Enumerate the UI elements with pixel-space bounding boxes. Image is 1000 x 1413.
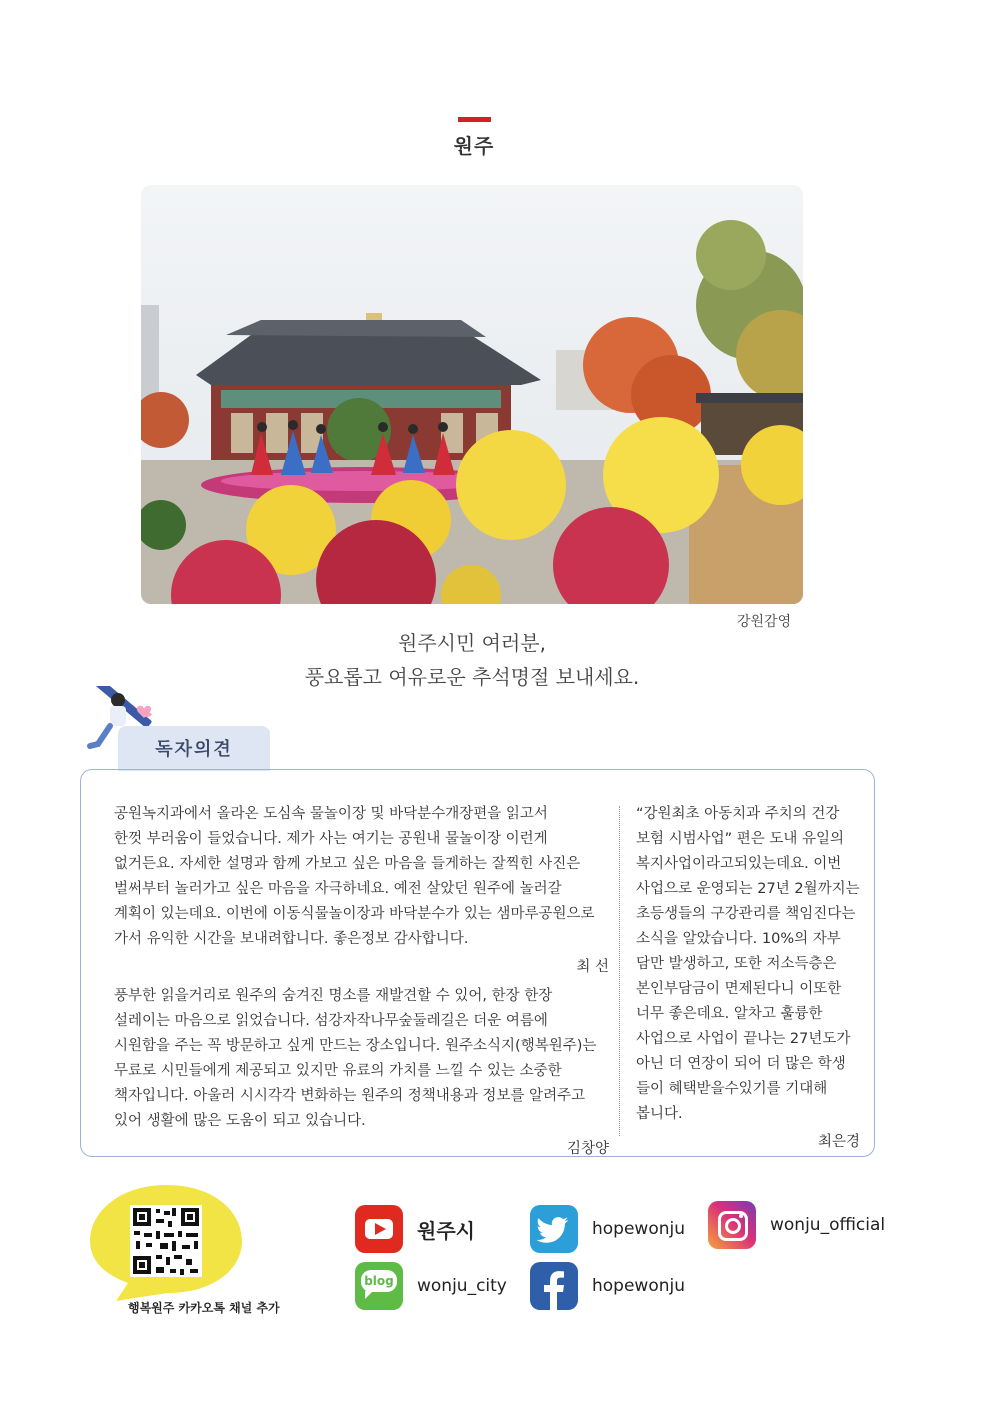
opinion-author: 김창양 xyxy=(566,1141,609,1157)
opinion-line: 너무 좋은데요. 알차고 훌륭한 xyxy=(636,1006,823,1022)
reader-opinions-tab xyxy=(118,726,270,771)
opinions-left-column xyxy=(114,802,609,1166)
kakao-channel-label: 행복원주 카카오톡 채널 추가 xyxy=(128,1301,280,1315)
opinion-line: 계획이 있는데요. 이번에 이동식물놀이장과 바닥분수가 있는 샘마루공원으로 xyxy=(114,906,595,922)
section-label: 원주 xyxy=(453,134,495,158)
opinion-line: 담만 발생하고, 또한 저소득층은 xyxy=(636,956,837,972)
opinion-line: 소식을 알았습니다. 10%의 자부 xyxy=(636,931,841,947)
opinion-line: 아닌 더 연장이 되어 더 많은 학생 xyxy=(636,1056,846,1072)
opinion-line: 사업으로 사업이 끝나는 27년도가 xyxy=(636,1031,851,1047)
youtube-icon xyxy=(355,1205,403,1253)
opinion-line: 풍부한 읽을거리로 원주의 숨겨진 명소를 재발견할 수 있어, 한장 한장 xyxy=(114,988,553,1004)
instagram-handle: wonju_official xyxy=(770,1215,886,1235)
greeting-caption xyxy=(0,626,944,694)
opinion-author: 최은경 xyxy=(817,1134,860,1150)
opinion-line: 가서 유익한 시간을 보내려합니다. 좋은정보 감사합니다. xyxy=(114,931,469,947)
opinion-line: 벌써부터 놀러가고 싶은 마음을 자극하네요. 예전 살았던 원주에 놀러갈 xyxy=(114,881,562,897)
blog-icon xyxy=(355,1262,403,1310)
opinion-line: 봅니다. xyxy=(636,1106,683,1122)
opinion-line: 시원함을 주는 꼭 방문하고 싶게 만드는 장소입니다. 원주소식지(행복원주)는 xyxy=(114,1038,597,1054)
opinion-line: 사업으로 운영되는 27년 2월까지는 xyxy=(636,881,860,897)
opinion-line: 없거든요. 자세한 설명과 함께 가보고 싶은 마음을 들게하는 잘찍힌 사진은 xyxy=(114,856,581,872)
greeting-line-1: 원주시민 여러분, xyxy=(398,631,546,655)
instagram-icon xyxy=(708,1201,756,1249)
twitter-icon xyxy=(530,1205,578,1253)
opinion-line: 들이 혜택받을수있기를 기대해 xyxy=(636,1081,828,1097)
kakao-qr-code[interactable] xyxy=(86,1183,246,1303)
opinion-line: 무료로 시민들에게 제공되고 있지만 유료의 가치를 느낄 수 있는 소중한 xyxy=(114,1063,562,1079)
opinion-line: 공원녹지과에서 올라온 도심속 물놀이장 및 바닥분수개장편을 읽고서 xyxy=(114,806,548,822)
opinion-line: 한껏 부러움이 들었습니다. 제가 사는 여기는 공원내 물놀이장 이런게 xyxy=(114,831,548,847)
reader-opinions-box xyxy=(80,769,875,1157)
opinion-author: 최 선 xyxy=(576,959,609,975)
blog-icon-text: blog xyxy=(364,1274,394,1288)
opinions-right-column xyxy=(636,802,860,1159)
column-divider xyxy=(619,806,620,1136)
opinion-text xyxy=(114,802,609,952)
opinion-line: 복지사업이라고되있는데요. 이번 xyxy=(636,856,842,872)
opinion-text xyxy=(114,984,609,1134)
opinion-line: 있어 생활에 많은 도움이 되고 있습니다. xyxy=(114,1113,366,1129)
chuseok-photo xyxy=(141,185,803,604)
twitter-link[interactable] xyxy=(530,1205,685,1253)
opinion-line: 본인부담금이 면제된다니 이또한 xyxy=(636,981,842,997)
reader-opinions-title: 독자의견 xyxy=(155,739,233,760)
instagram-link[interactable] xyxy=(708,1201,885,1249)
opinion-line: “강원최초 아동치과 주치의 건강 xyxy=(636,806,840,822)
opinion-line: 초등생들의 구강관리를 책임진다는 xyxy=(636,906,856,922)
opinion-line: 보험 시범사업” 편은 도내 유일의 xyxy=(636,831,845,847)
blog-link[interactable] xyxy=(355,1262,507,1310)
facebook-icon xyxy=(530,1262,578,1310)
opinion-line: 설레이는 마음으로 읽었습니다. 섬강자작나무숲둘레길은 더운 여름에 xyxy=(114,1013,548,1029)
greeting-line-2: 풍요롭고 여유로운 추석명절 보내세요. xyxy=(304,665,640,689)
facebook-handle: hopewonju xyxy=(592,1276,686,1296)
youtube-link[interactable] xyxy=(355,1205,475,1253)
photo-credit: 강원감영 xyxy=(737,614,792,630)
section-accent-bar xyxy=(458,117,491,122)
facebook-link[interactable] xyxy=(530,1262,685,1310)
opinion-line: 책자입니다. 아울러 시시각각 변화하는 원주의 정책내용과 정보를 알려주고 xyxy=(114,1088,586,1104)
youtube-handle: 원주시 xyxy=(417,1218,475,1243)
twitter-handle: hopewonju xyxy=(592,1219,686,1239)
opinion-text xyxy=(636,802,860,1127)
blog-handle: wonju_city xyxy=(417,1276,507,1296)
